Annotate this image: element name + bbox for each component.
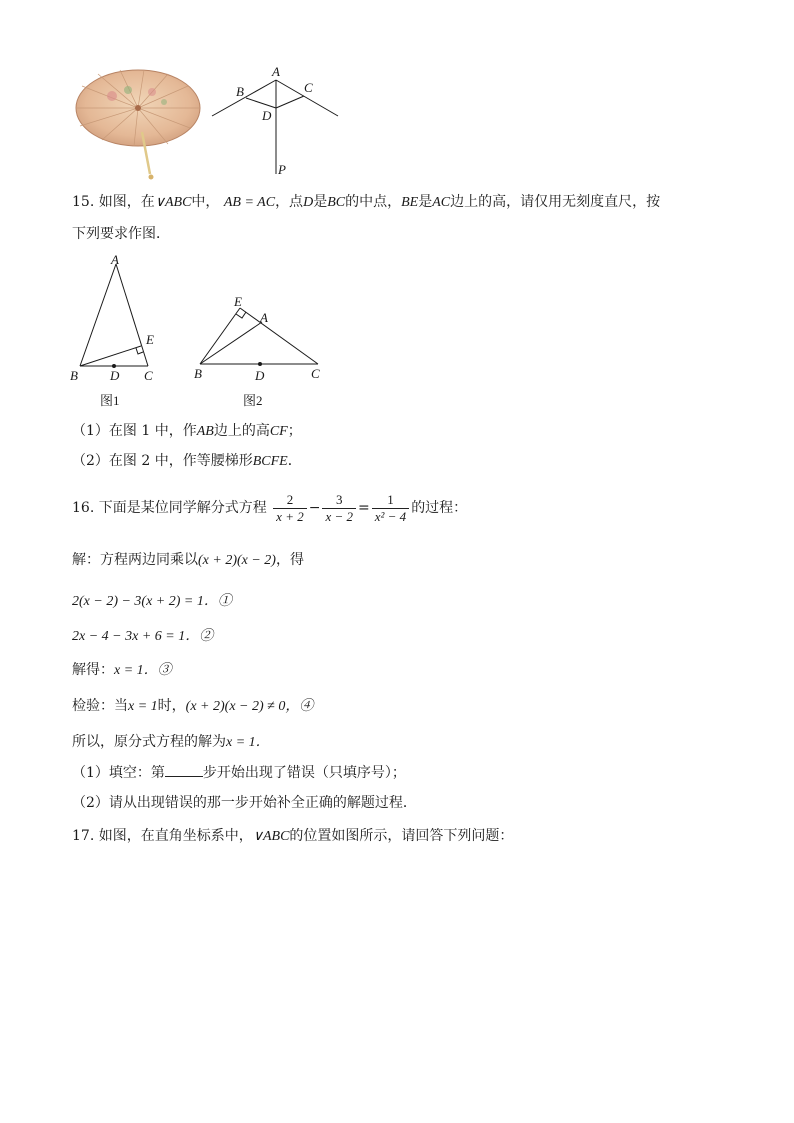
stretcher-cd	[276, 96, 304, 108]
fig1-label-d: D	[110, 368, 120, 383]
fig1-label-c: C	[144, 368, 153, 383]
q15-line-2: 下列要求作图．	[72, 226, 170, 242]
q15-figure-2	[190, 294, 326, 386]
label-p: P	[278, 162, 286, 177]
q16-line-1: 16. 下面是某位同学解分式方程 $\frac{2}{x + 2}$ − $\frac{3}{x - 2}$ = $\frac{1}{\text{x² − 4}}$ 的过程：	[72, 491, 468, 524]
q15-line-1: 15. 如图，在∨ABC中， AB = AC，点D是BC的中点，BE是AC边上的高，请仅用无刻度直尺，按	[72, 194, 661, 210]
q16-conclusion: 所以，原分式方程的解为x = 1．	[72, 734, 270, 750]
fig2-label-a: A	[260, 310, 268, 325]
fig1-label-a: A	[111, 252, 119, 267]
label-c: C	[304, 80, 313, 95]
q16-step-4: 检验：当x = 1时，(x + 2)(x − 2) ≠ 0，④	[72, 698, 314, 714]
umbrella-photo	[72, 62, 202, 182]
q15-figure-1	[66, 252, 170, 384]
q15-number: 15.	[72, 194, 95, 210]
q15-part-2: （2）在图 2 中，作等腰梯形BCFE．	[72, 453, 302, 469]
q16-number: 16.	[72, 500, 95, 516]
fraction-2: $\frac{3}{x - 2}$	[322, 492, 356, 525]
umbrella-diagram	[208, 62, 348, 182]
fraction-1: $\frac{2}{x + 2}$	[273, 492, 307, 525]
fig2-label-d: D	[255, 368, 265, 383]
label-b: B	[236, 84, 244, 99]
q16-solution-intro: 解：方程两边同乘以(x + 2)(x − 2)，得	[72, 552, 304, 568]
stretcher-bd	[246, 98, 276, 108]
fig2-label-e: E	[234, 294, 242, 309]
q16-part-2: （2）请从出现错误的那一步开始补全正确的解题过程．	[72, 795, 417, 811]
label-d: D	[262, 108, 272, 123]
answer-blank[interactable]	[165, 762, 203, 777]
q16-step-2: 2x − 4 − 3x + 6 = 1．②	[72, 629, 214, 644]
q15-fig1-caption: 图1	[100, 393, 120, 408]
fig1-label-b: B	[70, 368, 78, 383]
fig2-label-c: C	[311, 366, 320, 381]
q15-part-1: （1）在图 1 中，作AB边上的高CF；	[72, 423, 302, 439]
label-a: A	[272, 64, 280, 79]
q17-number: 17.	[72, 828, 95, 844]
fig1-label-e: E	[146, 332, 154, 347]
q16-part-1: （1）填空：第 步开始出现了错误（只填序号）；	[72, 762, 406, 783]
q16-step-1: 2(x − 2) − 3(x + 2) = 1．①	[72, 594, 232, 609]
fraction-3: $\frac{1}{\text{x² − 4}}$	[372, 492, 409, 525]
q16-step-3: 解得：x = 1．③	[72, 662, 172, 678]
q17-line-1: 17. 如图，在直角坐标系中，∨ABC的位置如图所示，请回答下列问题：	[72, 828, 514, 844]
q15-fig2-caption: 图2	[243, 393, 263, 408]
fig2-label-b: B	[194, 366, 202, 381]
